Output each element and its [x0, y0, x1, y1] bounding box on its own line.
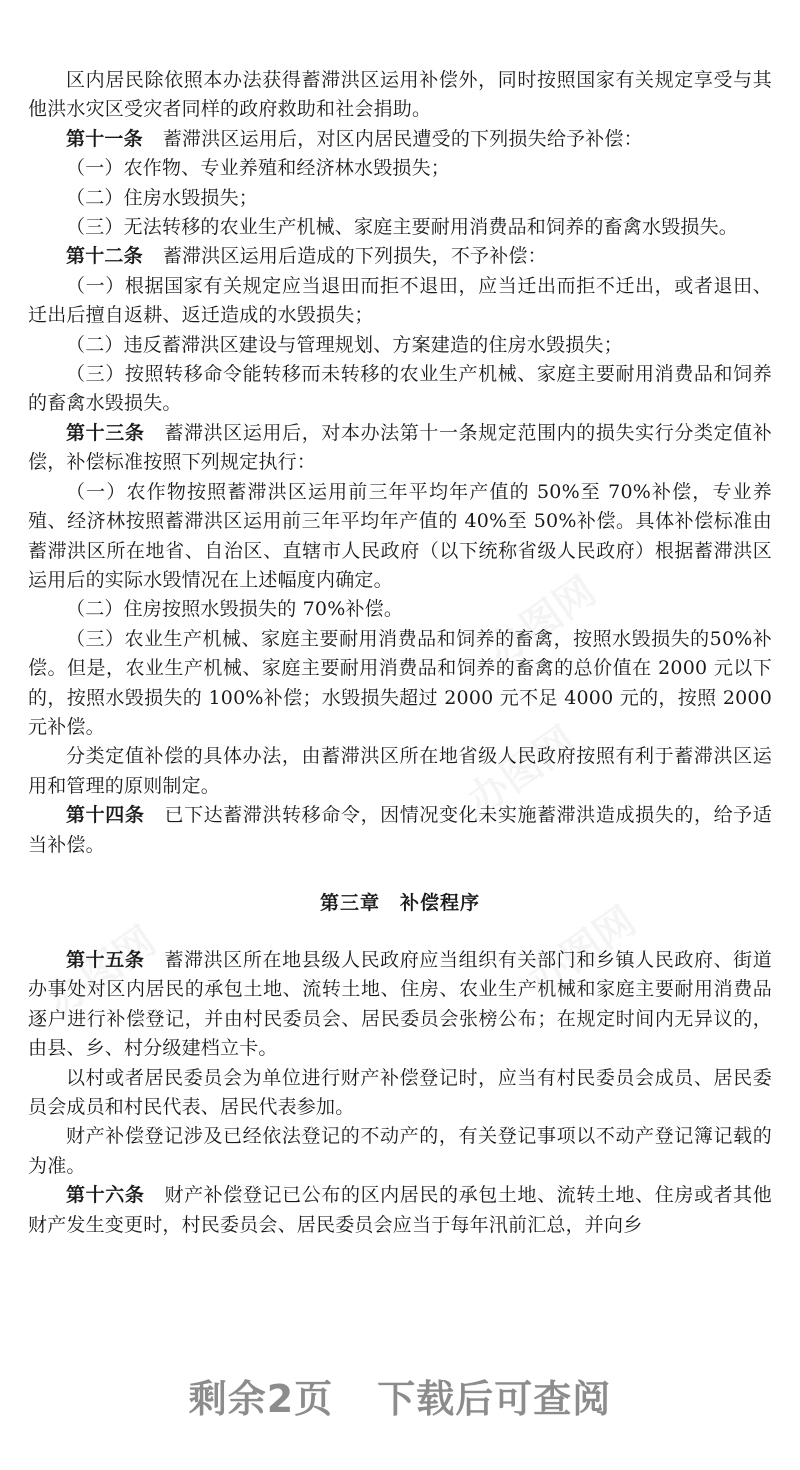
chapter-title: 补偿程序	[400, 891, 481, 914]
paragraph-group-after-chapter	[28, 946, 772, 1240]
paragraph-text: 财产补偿登记涉及已经依法登记的不动产的，有关登记事项以不动产登记簿记载的为准。	[28, 1125, 772, 1177]
article-paragraph	[28, 125, 772, 154]
paragraph-text: （三）农业生产机械、家庭主要耐用消费品和饲养的畜禽，按照水毁损失的50%补偿。但是，农业生产机械、家庭主要耐用消费品和饲养的畜禽的总价值在 2000 元以下的，按照水毁损失的 100%补偿；水毁损失超过 2000 元不足 4000 元的，按照 2000 元补偿。	[28, 627, 772, 738]
body-paragraph	[28, 154, 772, 183]
remaining-pages-label: 剩余2页	[188, 1377, 334, 1421]
paragraph-text: （一）根据国家有关规定应当退田而拒不退田，应当迁出而拒不迁出，或者退田、迁出后擅自返耕、返迁造成的水毁损失；	[28, 274, 772, 327]
body-paragraph	[28, 595, 772, 624]
article-paragraph	[28, 1181, 772, 1240]
article-paragraph	[28, 242, 772, 271]
paragraph-text: 区内居民除依照本办法获得蓄滞洪区运用补偿外，同时按照国家有关规定享受与其他洪水灾区受灾者同样的政府救助和社会捐助。	[28, 69, 772, 121]
article-paragraph	[28, 801, 772, 860]
body-paragraph	[28, 272, 772, 331]
body-paragraph	[28, 66, 772, 125]
body-paragraph	[28, 478, 772, 596]
download-to-view-label: 下载后可查阅	[377, 1377, 612, 1421]
paragraph-text: （一）农作物按照蓄滞洪区运用前三年平均年产值的 50%至 70%补偿，专业养殖、经济林按照蓄滞洪区运用前三年平均年产值的 40%至 50%补偿。具体补偿标准由蓄滞洪区所在地省、自治区、直辖市人民政府（以下统称省级人民政府）根据蓄滞洪区运用后的实际水毁情况在上述幅度内确定。	[28, 480, 772, 591]
article-paragraph	[28, 946, 772, 1064]
paragraph-text: 以村或者居民委员会为单位进行财产补偿登记时，应当有村民委员会成员、居民委员会成员和村民代表、居民代表参加。	[28, 1066, 772, 1118]
body-paragraph	[28, 184, 772, 213]
article-number: 第十四条	[66, 804, 145, 827]
body-paragraph	[28, 742, 772, 801]
body-paragraph	[28, 213, 772, 242]
paragraph-group-before-chapter	[28, 66, 772, 860]
paragraph-text: 财产补偿登记已公布的区内居民的承包土地、流转土地、住房或者其他财产发生变更时，村民委员会、居民委员会应当于每年汛前汇总，并向乡	[28, 1184, 772, 1236]
paragraph-text: 已下达蓄滞洪转移命令，因情况变化未实施蓄滞洪造成损失的，给予适当补偿。	[28, 804, 772, 856]
article-number: 第十六条	[66, 1184, 145, 1207]
download-banner[interactable]	[0, 1368, 800, 1423]
document-body	[28, 66, 772, 1240]
article-paragraph	[28, 419, 772, 478]
paragraph-text: （二）住房水毁损失；	[66, 186, 259, 209]
article-number: 第十五条	[66, 948, 145, 971]
body-paragraph	[28, 360, 772, 419]
paragraph-text: （二）住房按照水毁损失的 70%补偿。	[66, 598, 404, 621]
chapter-number: 第三章	[319, 891, 380, 914]
chapter-heading	[28, 886, 772, 920]
paragraph-text: 蓄滞洪区运用后，对区内居民遭受的下列损失给予补偿：	[162, 127, 643, 150]
body-paragraph	[28, 1064, 772, 1123]
paragraph-text: 蓄滞洪区运用后，对本办法第十一条规定范围内的损失实行分类定值补偿，补偿标准按照下列规定执行：	[28, 421, 772, 474]
body-paragraph	[28, 625, 772, 743]
paragraph-text: （一）农作物、专业养殖和经济林水毁损失；	[66, 157, 451, 180]
body-paragraph	[28, 1122, 772, 1181]
paragraph-text: 蓄滞洪区所在地县级人民政府应当组织有关部门和乡镇人民政府、街道办事处对区内居民的承包土地、流转土地、住房、农业生产机械和家庭主要耐用消费品逐户进行补偿登记，并由村民委员会、居民委员会张榜公布；在规定时间内无异议的，由县、乡、村分级建档立卡。	[28, 948, 772, 1060]
paragraph-text: （三）按照转移命令能转移而未转移的农业生产机械、家庭主要耐用消费品和饲养的畜禽水毁损失。	[28, 363, 772, 415]
paragraph-text: 分类定值补偿的具体办法，由蓄滞洪区所在地省级人民政府按照有利于蓄滞洪区运用和管理的原则制定。	[28, 745, 772, 797]
paragraph-text: （三）无法转移的农业生产机械、家庭主要耐用消费品和饲养的畜禽水毁损失。	[66, 216, 739, 239]
article-number: 第十一条	[66, 127, 143, 150]
paragraph-text: 蓄滞洪区运用后造成的下列损失，不予补偿：	[162, 245, 547, 268]
article-number: 第十二条	[66, 245, 143, 268]
article-number: 第十三条	[66, 421, 145, 444]
paragraph-text: （二）违反蓄滞洪区建设与管理规划、方案建造的住房水毁损失；	[66, 333, 623, 356]
body-paragraph	[28, 331, 772, 360]
